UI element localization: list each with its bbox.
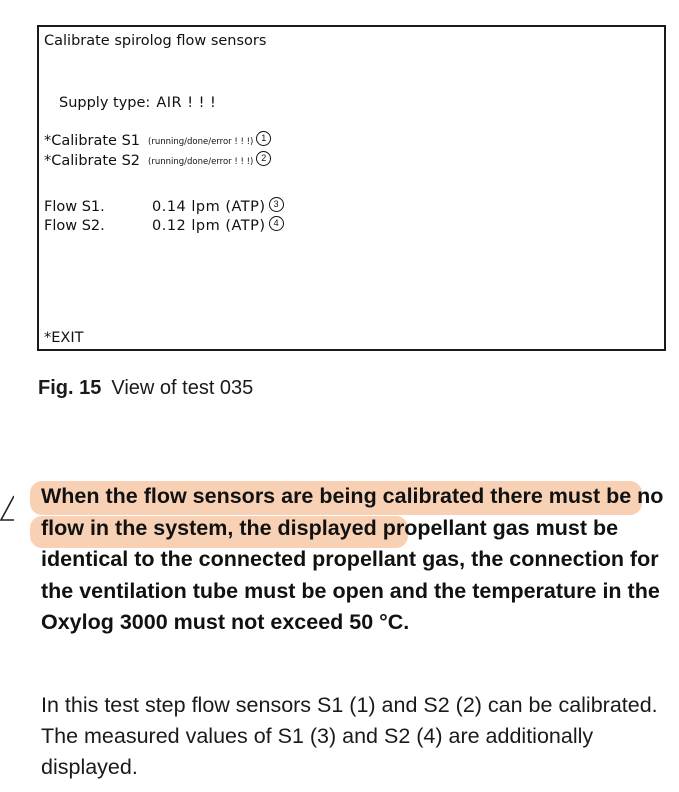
supply-type-label: Supply type: — [59, 95, 151, 111]
flow-s2-label: Flow S2. — [44, 218, 105, 234]
calibrate-s1-status: (running/done/error ! ! !) — [148, 137, 254, 147]
description-paragraph: In this test step flow sensors S1 (1) and S2 (2) can be calibrated. The measured values of S1 (3) and S2 (4) are additionally displayed. — [41, 693, 658, 779]
calibrate-s2-label[interactable]: *Calibrate S2 — [44, 153, 141, 169]
figure-number: Fig. 15 — [38, 377, 102, 399]
figure-caption-text: View of test 035 — [111, 377, 254, 399]
warning-highlighted-text: When the flow sensors are being calibrated there must be no flow in the system — [41, 484, 664, 540]
marker-2-icon: 2 — [256, 151, 271, 166]
calibrate-s2-row[interactable] — [44, 153, 271, 170]
supply-type-row — [59, 95, 216, 111]
figure-caption — [38, 377, 253, 400]
flow-s1-label: Flow S1. — [44, 199, 105, 215]
warning-rest-text: , the displayed propellant gas must be identical to the connected propellant gas, the connection for the ventilation tube must be open and the temperature in the Oxylog 3000 must not exceed 50 °C. — [41, 515, 660, 635]
calibrate-s2-status: (running/done/error ! ! !) — [148, 157, 254, 167]
calibrate-s1-label[interactable]: *Calibrate S1 — [44, 133, 141, 149]
marker-4-icon: 4 — [269, 216, 284, 231]
marker-1-icon: 1 — [256, 131, 271, 146]
exit-option[interactable]: *EXIT — [44, 330, 84, 346]
test-screen-view — [37, 25, 666, 351]
warning-text — [41, 481, 673, 639]
screen-title: Calibrate spirolog flow sensors — [44, 33, 267, 49]
flow-s1-row — [44, 199, 284, 216]
flow-s2-value: 0.12 lpm (ATP) — [152, 218, 266, 234]
marker-3-icon: 3 — [269, 197, 284, 212]
supply-type-value: AIR ! ! ! — [156, 95, 217, 111]
flow-s1-value: 0.14 lpm (ATP) — [152, 199, 266, 215]
flow-s2-row — [44, 218, 284, 235]
warning-triangle-icon — [0, 494, 14, 527]
calibrate-s1-row[interactable] — [44, 133, 271, 150]
